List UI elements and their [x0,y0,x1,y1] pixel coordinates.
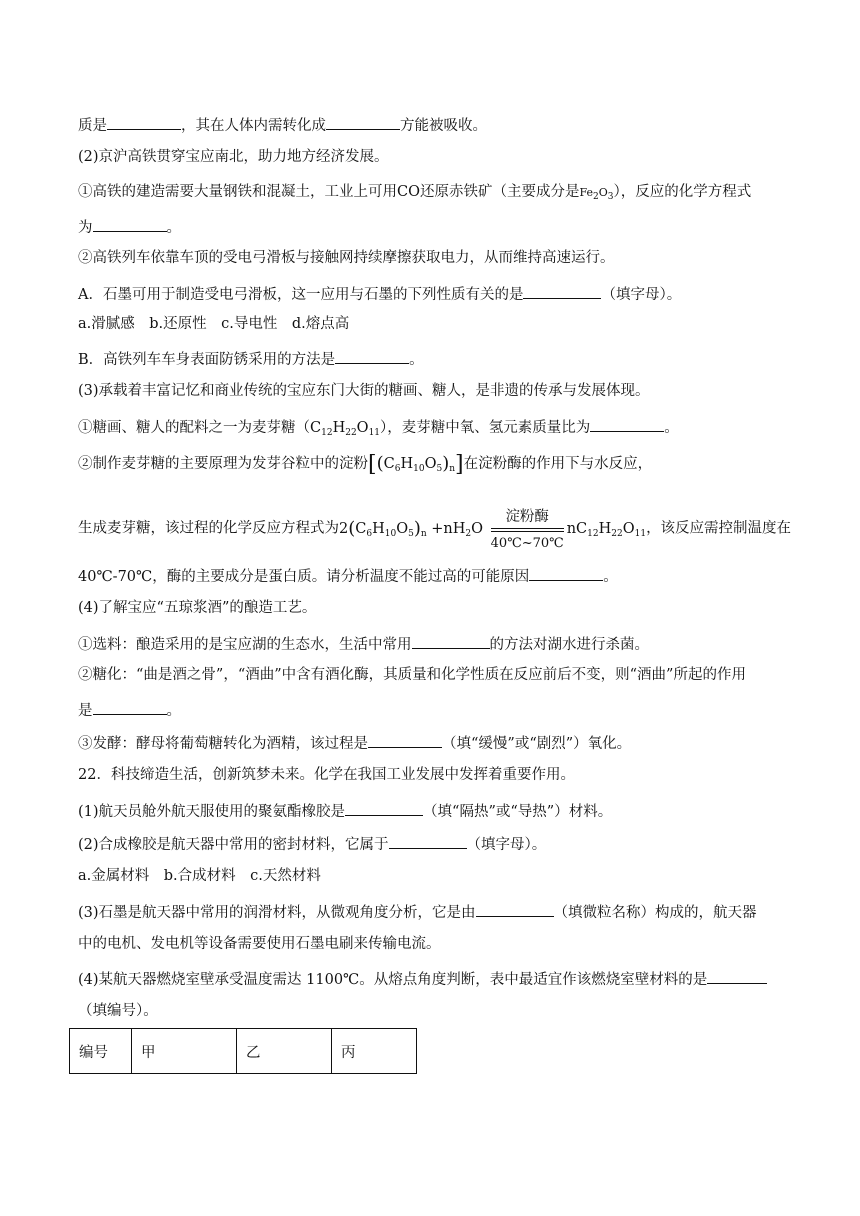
text-line: (1)航天员舱外航天服使用的聚氨酯橡胶是 （填“隔热”或“导热”）材料。 [78,799,612,822]
table-header-cell: 甲 [132,1029,237,1074]
text-line: 中的电机、发电机等设备需要使用石墨电刷来传输电流。 [78,936,441,952]
options-line: a.金属材料 b.合成材料 c.天然材料 [78,868,321,884]
text-line: (2)合成橡胶是航天器中常用的密封材料，它属于 （填字母）。 [78,832,546,855]
answer-blank[interactable] [590,415,664,432]
text-line: 质是 ，其在人体内需转化成 方能被吸收。 [78,113,487,136]
table-row [70,1029,417,1074]
table-header-cell: 乙 [237,1029,332,1074]
text-line: (3)石墨是航天器中常用的润滑材料，从微观角度分析，它是由 （填微粒名称）构成的，航天器 [78,900,757,923]
answer-blank[interactable] [523,282,601,299]
answer-blank[interactable] [107,113,181,130]
question-heading: (2)京沪高铁贯穿宝应南北，助力地方经济发展。 [78,149,389,165]
answer-blank[interactable] [412,632,490,649]
table-header-cell: 编号 [70,1029,132,1074]
text-line: 为 。 [78,215,181,238]
reaction-condition: $\frac{\text{淀粉酶}}{40℃\sim 70℃}$ [490,509,564,551]
chemical-equation: $2(C_6H_{10}O_5)_n +nH_2O$ $\frac{\text{淀粉酶}}{40℃\sim 70℃}$ $nC_{12}H_{22}O_{11}$ [339,521,646,537]
text-line: 40℃-70℃，酶的主要成分是蛋白质。请分析温度不能过高的可能原因 。 [78,564,618,587]
formula-starch: $[(C_6H_{10}O_5)_n]$ [368,452,464,477]
text-line: A．石墨可用于制造受电弓滑板，这一应用与石墨的下列性质有关的是 （填字母）。 [78,282,681,305]
materials-table [69,1028,417,1074]
answer-blank[interactable] [476,900,554,917]
table-header-cell: 丙 [332,1029,417,1074]
text-line: ①糖画、糖人的配料之一为麦芽糖$(C_{12}H_{22}O_{11})$，麦芽糖中氧、氢元素质量比为 。 [78,415,679,438]
text-line: ②高铁列车依靠车顶的受电弓滑板与接触网持续摩擦获取电力，从而维持高速运行。 [78,250,615,266]
text-line: ①选料：酿造采用的是宝应湖的生态水，生活中常用 的方法对湖水进行杀菌。 [78,632,649,655]
question-heading: (4)了解宝应“五琼浆酒”的酿造工艺。 [78,600,317,616]
question-heading: 22．科技缔造生活，创新筑梦未来。化学在我国工业发展中发挥着重要作用。 [78,767,575,783]
answer-blank[interactable] [529,564,603,581]
answer-blank[interactable] [335,347,409,364]
text-line: B．高铁列车车身表面防锈采用的方法是 。 [78,347,424,370]
text-line: 生成麦芽糖，该过程的化学反应方程式为$2(C_6H_{10}O_5)_n +nH_2O$ $\frac{\text{淀粉酶}}{40℃\sim 70℃}$ $nC_{12}H_{22}O_{11}$，该反应需控制温度在 [78,505,791,552]
answer-blank[interactable] [326,113,400,130]
text-line: ③发酵：酵母将葡萄糖转化为酒精，该过程是 （填“缓慢”或“剧烈”）氧化。 [78,731,631,754]
text-line: (4)某航天器燃烧室壁承受温度需达 1100℃。从熔点角度判断，表中最适宜作该燃烧室壁材料的是 [78,967,767,990]
text-line: （填编号）。 [78,1003,158,1019]
options-line: a.滑腻感 b.还原性 c.导电性 d.熔点高 [78,316,350,332]
answer-blank[interactable] [93,215,167,232]
formula-maltose: $C_{12}H_{22}O_{11}$ [310,420,381,438]
question-heading: (3)承载着丰富记忆和商业传统的宝应东门大街的糖画、糖人，是非遗的传承与发展体现。 [78,383,650,399]
answer-blank[interactable] [368,731,442,748]
text-line: ②制作麦芽糖的主要原理为发芽谷粒中的淀粉$[(C_6H_{10}O_5)_n]$在淀粉酶的作用下与水反应， [78,452,653,477]
answer-blank[interactable] [93,698,167,715]
text-line: 是 。 [78,698,181,721]
text-line: ①高铁的建造需要大量钢铁和混凝土，工业上可用CO还原赤铁矿（主要成分是$Fe_2O_3$），反应的化学方程式 [78,184,752,202]
answer-blank[interactable] [389,832,467,849]
text-line: ②糖化：“曲是酒之骨”，“酒曲”中含有酒化酶，其质量和化学性质在反应前后不变，则“酒曲”所起的作用 [78,667,746,683]
answer-blank[interactable] [707,967,767,984]
answer-blank[interactable] [345,799,423,816]
